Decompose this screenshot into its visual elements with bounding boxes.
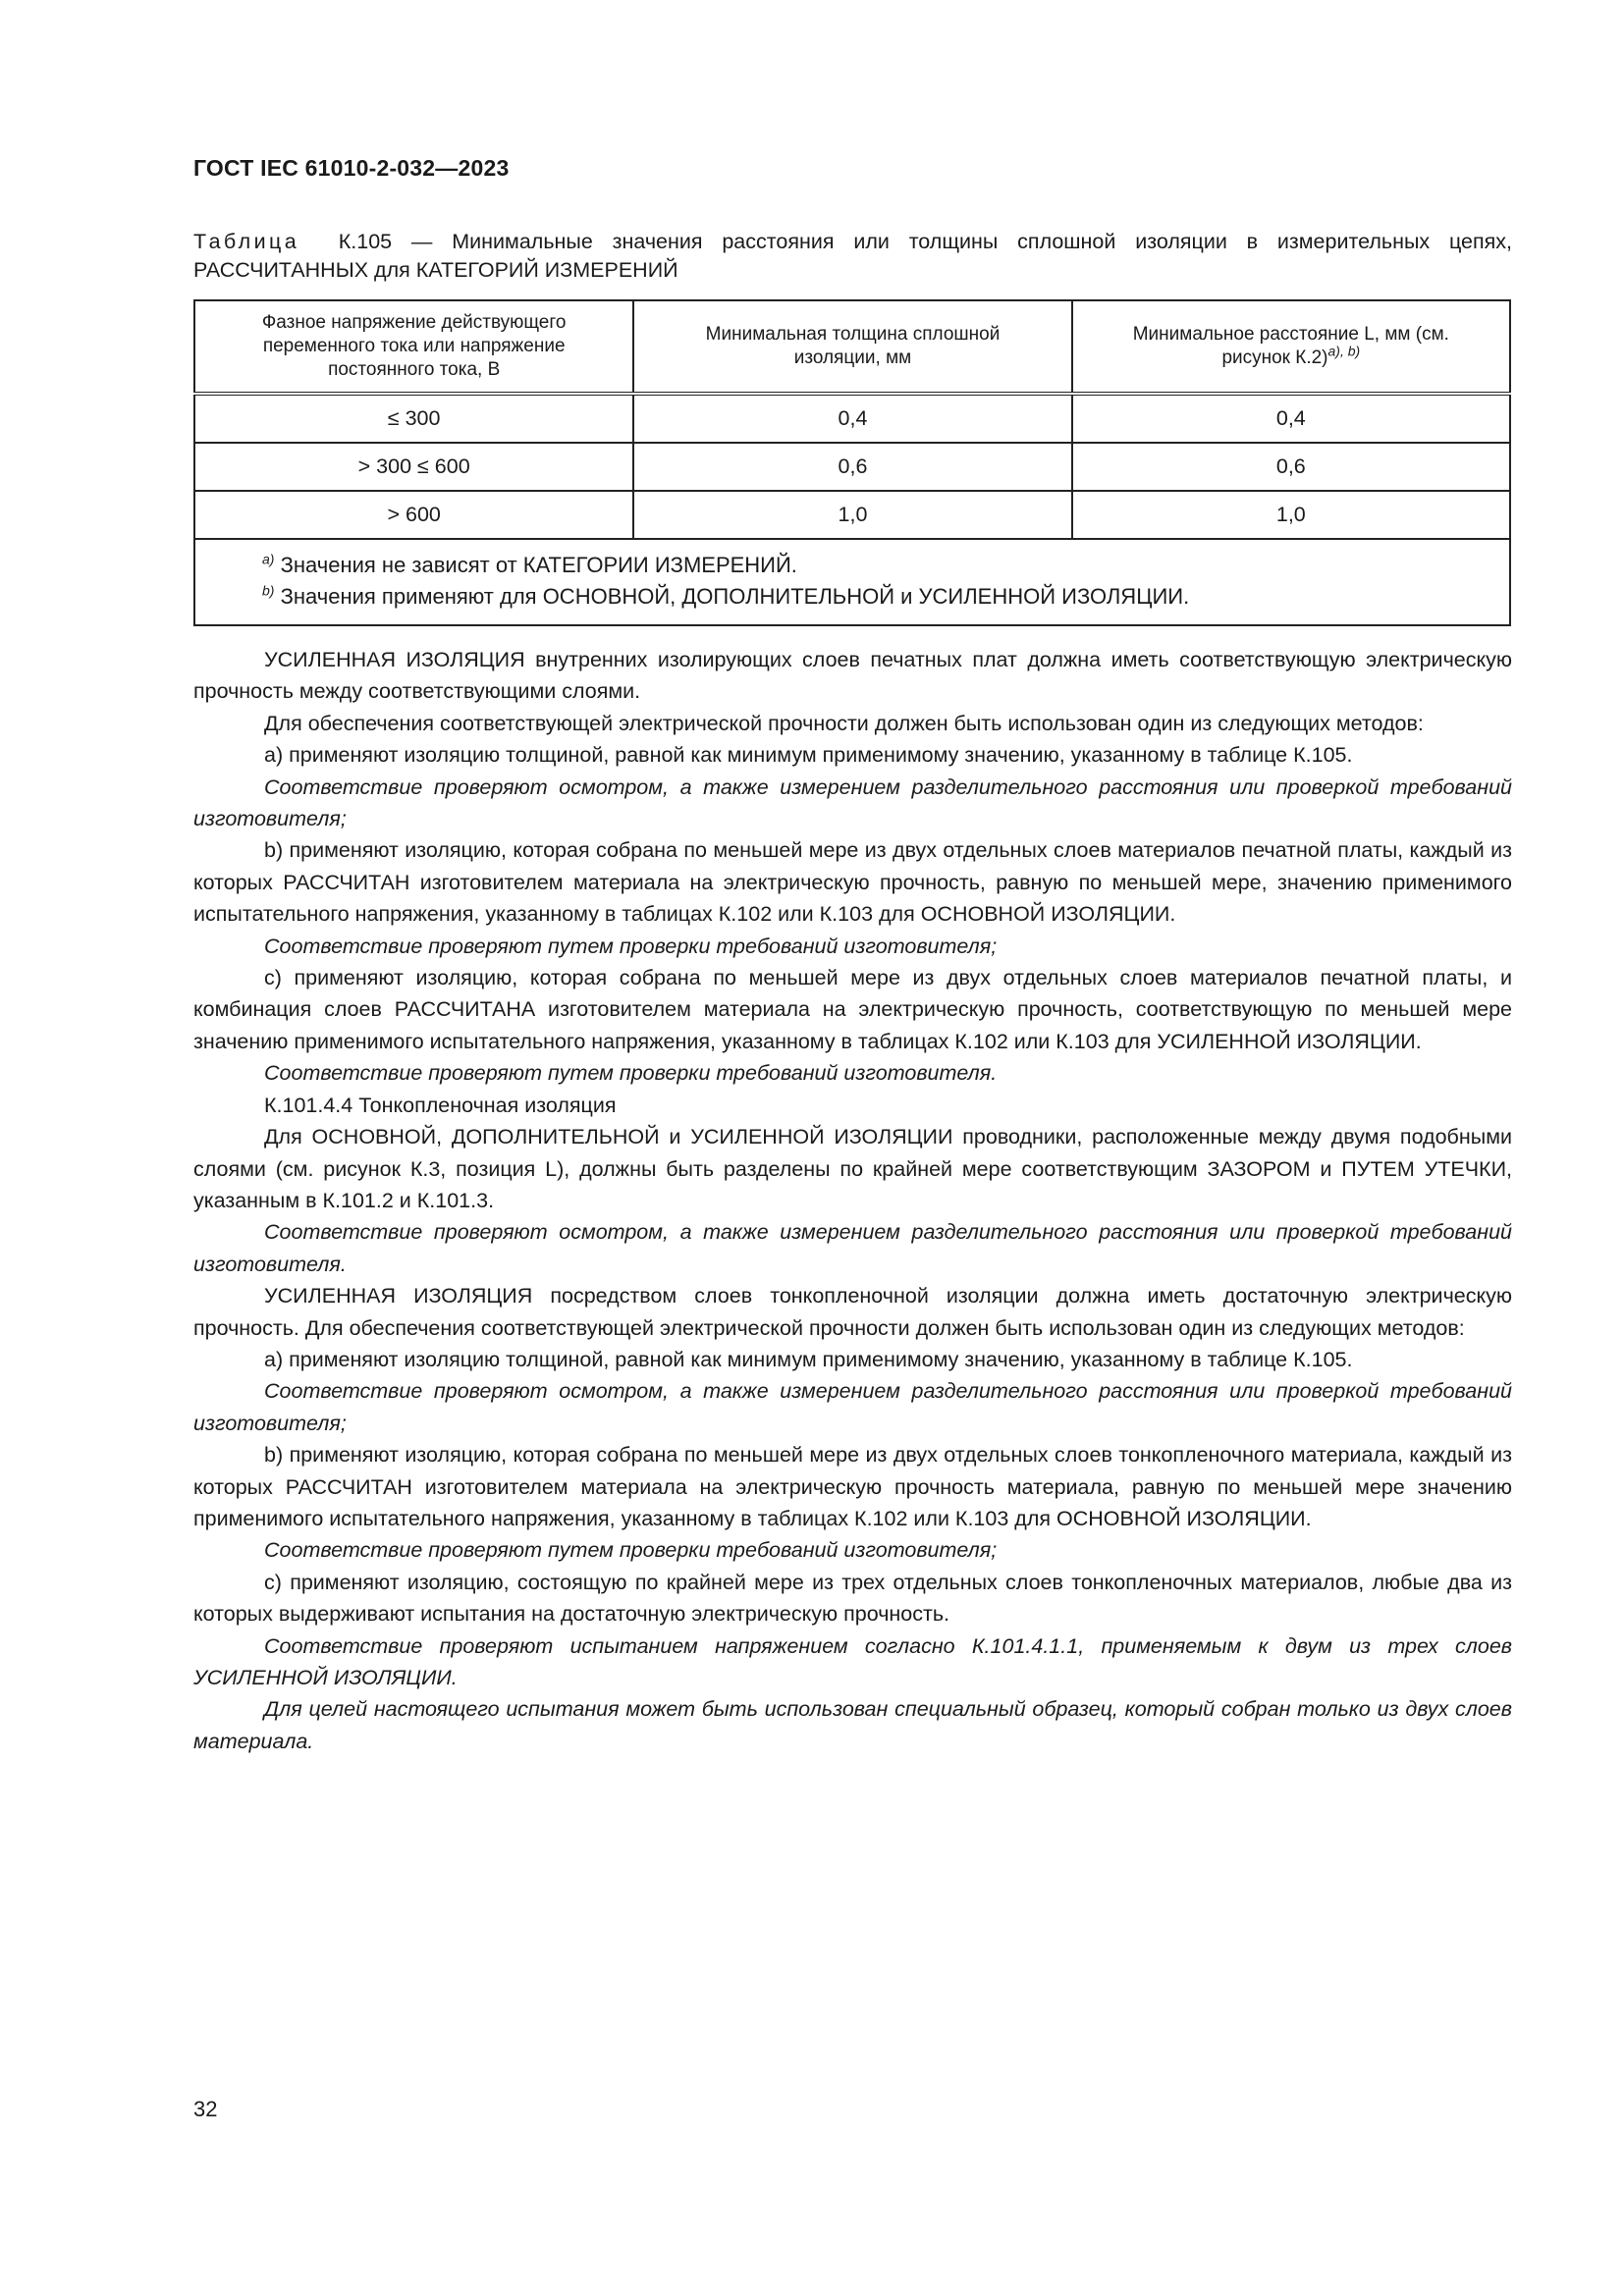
- note-text: Значения не зависят от КАТЕГОРИИ ИЗМЕРЕНИЙ.: [280, 553, 797, 577]
- paragraph: c) применяют изоляцию, которая собрана по меньшей мере из двух отдельных слоев материалов печатной платы, и комбинация слоев РАССЧИТАНА изготовителем материала на электрическую прочность, соответствующую по меньшей мере значению применимого испытательного напряжения, указанному в таблицах К.102 или К.103 для УСИЛЕННОЙ ИЗОЛЯЦИИ.: [193, 966, 1512, 1053]
- document-header: ГОСТ IEC 61010-2-032—2023: [193, 155, 510, 181]
- table-cell: 0,6: [633, 443, 1071, 491]
- header-note-marks: a), b): [1327, 343, 1361, 359]
- table-notes: [194, 539, 1510, 625]
- note-mark: a): [262, 551, 275, 567]
- paragraph: c) применяют изоляцию, состоящую по крайней мере из трех отдельных слоев тонкопленочных материалов, любые два из которых выдерживают испытания на достаточную электрическую прочность.: [193, 1570, 1512, 1627]
- table-cell: 0,6: [1072, 443, 1510, 491]
- compliance-paragraph: Соответствие проверяют осмотром, а также измерением разделительного расстояния или проверкой требований изготовителя;: [193, 1379, 1512, 1435]
- table-caption-label: Таблица: [193, 230, 300, 253]
- header-thickness: Минимальная толщина сплошной изоляции, мм: [633, 300, 1071, 394]
- table-cell: ≤ 300: [194, 394, 633, 443]
- table-row: [194, 491, 1510, 539]
- note-text: Значения применяют для ОСНОВНОЙ, ДОПОЛНИТЕЛЬНОЙ и УСИЛЕННОЙ ИЗОЛЯЦИИ.: [280, 584, 1190, 609]
- body-text: [193, 644, 1512, 1757]
- min-distance-table: [193, 299, 1511, 626]
- table-cell: > 300 ≤ 600: [194, 443, 633, 491]
- table-caption-text: К.105 — Минимальные значения расстояния или толщины сплошной изоляции в измерительных цепях, РАССЧИТАННЫХ для КАТЕГОРИЙ ИЗМЕРЕНИЙ: [193, 230, 1512, 282]
- table-cell: 1,0: [633, 491, 1071, 539]
- table-cell: 0,4: [633, 394, 1071, 443]
- paragraph: а) применяют изоляцию толщиной, равной как минимум применимому значению, указанному в таблице К.105.: [264, 743, 1353, 768]
- table-caption: [193, 228, 1512, 285]
- compliance-paragraph: Соответствие проверяют путем проверки требований изготовителя;: [264, 1538, 998, 1563]
- header-voltage: Фазное напряжение действующего переменного тока или напряжение постоянного тока, В: [194, 300, 633, 394]
- table-row: [194, 394, 1510, 443]
- compliance-paragraph: Для целей настоящего испытания может быть использован специальный образец, который собран только из двух слоев материала.: [193, 1697, 1512, 1753]
- table-cell: > 600: [194, 491, 633, 539]
- compliance-paragraph: Соответствие проверяют осмотром, а также измерением разделительного расстояния или проверкой требований изготовителя;: [193, 774, 1512, 831]
- paragraph: b) применяют изоляцию, которая собрана по меньшей мере из двух отдельных слоев материалов печатной платы, каждый из которых РАССЧИТАН изготовителем материала на электрическую прочность, равную по меньшей мере, значению применимого испытательного напряжения, указанному в таблицах К.102 или К.103 для ОСНОВНОЙ ИЗОЛЯЦИИ.: [193, 838, 1512, 927]
- compliance-paragraph: Соответствие проверяют осмотром, а также измерением разделительного расстояния или проверкой требований изготовителя.: [193, 1220, 1512, 1276]
- paragraph: УСИЛЕННАЯ ИЗОЛЯЦИЯ посредством слоев тонкопленочной изоляции должна иметь достаточную электрическую прочность. Для обеспечения соответствующей электрической прочности должен быть использован один из следующих методов:: [193, 1284, 1512, 1340]
- page-number: 32: [193, 2097, 218, 2121]
- table-row: [194, 443, 1510, 491]
- paragraph: Для ОСНОВНОЙ, ДОПОЛНИТЕЛЬНОЙ и УСИЛЕННОЙ ИЗОЛЯЦИИ проводники, расположенные между двумя подобными слоями (см. рисунок К.3, позиция L), должны быть разделены по крайней мере соответствующим ЗАЗОРОМ и ПУТЕМ УТЕЧКИ, указанным в К.101.2 и К.101.3.: [193, 1125, 1512, 1212]
- table-note: [262, 550, 1509, 581]
- header-distance-text: Минимальное расстояние L, мм (см. рисунок К.2): [1132, 324, 1449, 368]
- table-cell: 0,4: [1072, 394, 1510, 443]
- table-notes-row: [194, 539, 1510, 625]
- note-mark: b): [262, 582, 275, 599]
- section-heading: К.101.4.4 Тонкопленочная изоляция: [264, 1093, 617, 1117]
- paragraph: а) применяют изоляцию толщиной, равной как минимум применимому значению, указанному в таблице К.105.: [264, 1347, 1353, 1371]
- compliance-paragraph: Соответствие проверяют путем проверки требований изготовителя;: [264, 934, 998, 958]
- header-distance: [1072, 300, 1510, 394]
- paragraph: УСИЛЕННАЯ ИЗОЛЯЦИЯ внутренних изолирующих слоев печатных плат должна иметь соответствующую электрическую прочность между соответствующими слоями.: [193, 648, 1512, 704]
- paragraph: Для обеспечения соответствующей электрической прочности должен быть использован один из следующих методов:: [264, 711, 1424, 735]
- table-note: [262, 581, 1509, 613]
- table-header-row: [194, 300, 1510, 394]
- compliance-paragraph: Соответствие проверяют путем проверки требований изготовителя.: [264, 1061, 998, 1086]
- table-cell: 1,0: [1072, 491, 1510, 539]
- paragraph: b) применяют изоляцию, которая собрана по меньшей мере из двух отдельных слоев тонкопленочного материала, каждый из которых РАССЧИТАН изготовителем материала на электрическую прочность материала, равную по меньшей мере значению применимого испытательного напряжения, указанному в таблицах К.102 или К.103 для ОСНОВНОЙ ИЗОЛЯЦИИ.: [193, 1443, 1512, 1530]
- compliance-paragraph: Соответствие проверяют испытанием напряжением согласно К.101.4.1.1, применяемым к двум из трех слоев УСИЛЕННОЙ ИЗОЛЯЦИИ.: [193, 1633, 1512, 1689]
